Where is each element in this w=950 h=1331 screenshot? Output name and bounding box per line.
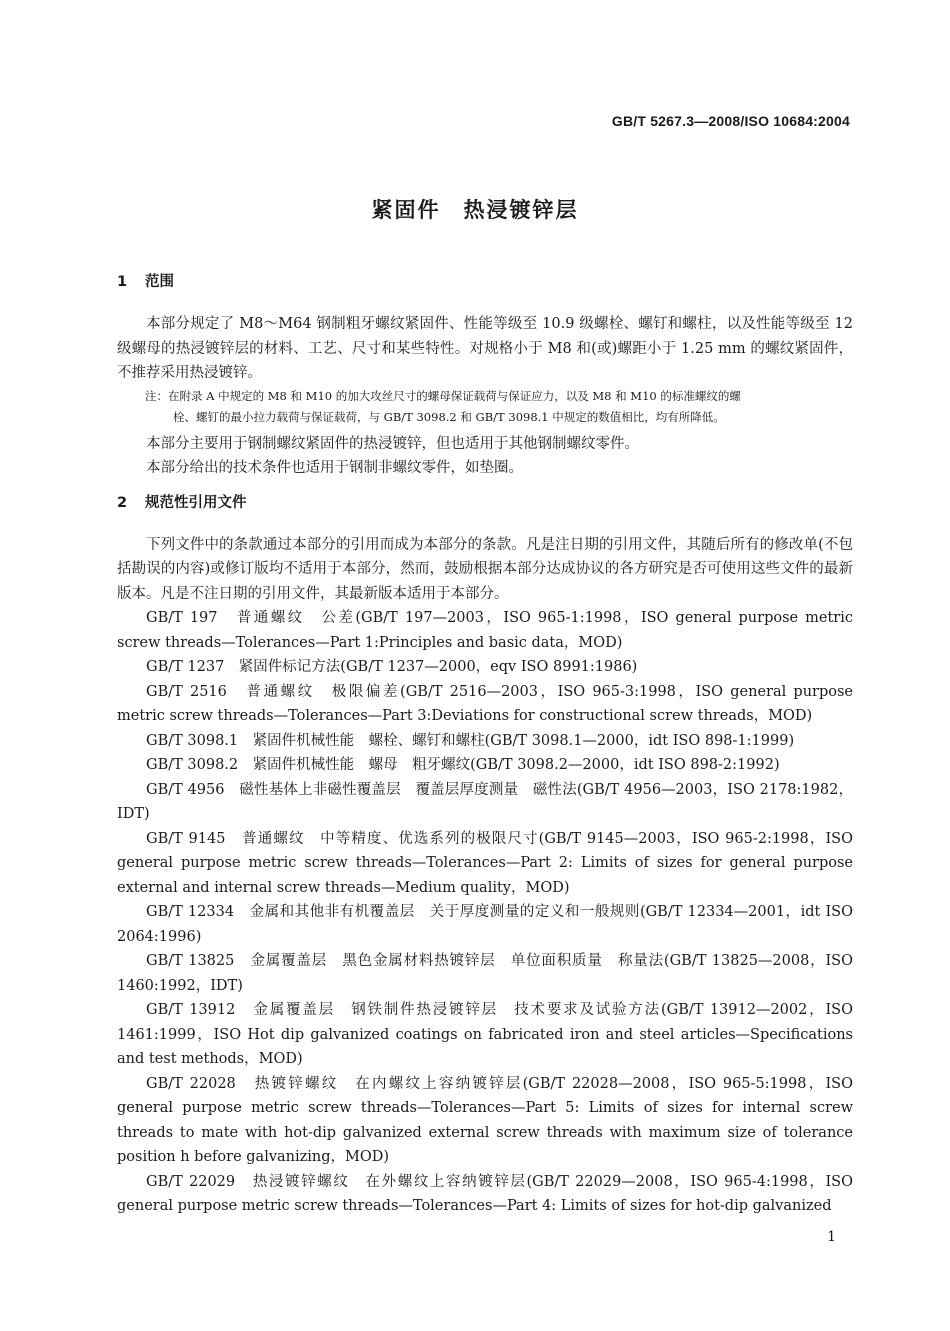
reference-entry: GB/T 4956 磁性基体上非磁性覆盖层 覆盖层厚度测量 磁性法(GB/T 4956—2003，ISO 2178:1982，IDT) bbox=[117, 781, 853, 822]
reference-entry: GB/T 2516 普通螺纹 极限偏差(GB/T 2516—2003，ISO 965-3:1998，ISO general purpose metric screw threads—Tolerances—Part 3:Deviations for constructional screw threads，MOD) bbox=[117, 683, 853, 724]
references-intro: 下列文件中的条款通过本部分的引用而成为本部分的条款。凡是注日期的引用文件，其随后所有的修改单(不包括勘误的内容)或修订版均不适用于本部分，然而，鼓励根据本部分达成协议的各方研究是否可使用这些文件的最新版本。凡是不注日期的引用文件，其最新版本适用于本部分。 bbox=[117, 536, 853, 602]
document-title: 紧固件 热浸镀锌层 bbox=[371, 198, 579, 222]
section-2-heading bbox=[117, 491, 853, 515]
section-2-title: 规范性引用文件 bbox=[145, 494, 247, 511]
section-1-title: 范围 bbox=[145, 274, 174, 290]
page-number: 1 bbox=[827, 1229, 836, 1245]
section-1-number: 1 bbox=[117, 274, 128, 290]
scope-paragraph-3: 本部分给出的技术条件也适用于钢制非螺纹零件，如垫圈。 bbox=[146, 460, 523, 476]
reference-entry: GB/T 197 普通螺纹 公差(GB/T 197—2003，ISO 965-1:1998，ISO general purpose metric screw threads—Tolerances—Part 1:Principles and basic data，MOD) bbox=[117, 610, 853, 651]
reference-entry: GB/T 3098.1 紧固件机械性能 螺栓、螺钉和螺柱(GB/T 3098.1—2000，idt ISO 898-1:1999) bbox=[146, 732, 795, 749]
reference-entry: GB/T 12334 金属和其他非有机覆盖层 关于厚度测量的定义和一般规则(GB/T 12334—2001，idt ISO 2064:1996) bbox=[117, 904, 853, 945]
reference-entry: GB/T 13825 金属覆盖层 黑色金属材料热镀锌层 单位面积质量 称量法(GB/T 13825—2008，ISO 1460:1992，IDT) bbox=[117, 953, 853, 994]
scope-note-line-2: 栓、螺钉的最小拉力载荷与保证载荷，与 GB/T 3098.2 和 GB/T 3098.1 中规定的数值相比，均有所降低。 bbox=[173, 409, 725, 424]
reference-entry: GB/T 1237 紧固件标记方法(GB/T 1237—2000，eqv ISO 8991:1986) bbox=[146, 659, 638, 675]
reference-entry: GB/T 13912 金属覆盖层 钢铁制件热浸镀锌层 技术要求及试验方法(GB/T 13912—2002，ISO 1461:1999，ISO Hot dip galvanized coatings on fabricated iron and steel articles—Specifications and test methods，MOD) bbox=[117, 1002, 853, 1067]
reference-entry: GB/T 3098.2 紧固件机械性能 螺母 粗牙螺纹(GB/T 3098.2—2000，idt ISO 898-2:1992) bbox=[146, 757, 780, 773]
section-2-number: 2 bbox=[117, 494, 128, 511]
reference-entry: GB/T 22028 热镀锌螺纹 在内螺纹上容纳镀锌层(GB/T 22028—2008，ISO 965-5:1998，ISO general purpose metric screw threads—Tolerances—Part 5: Limits of sizes for internal screw threads to mate with hot-dip galvanized external screw threads with maximum size of tolerance position h before galvanizing，MOD) bbox=[117, 1075, 853, 1165]
scope-note bbox=[117, 386, 853, 428]
reference-entry: GB/T 22029 热浸镀锌螺纹 在外螺纹上容纳镀锌层(GB/T 22029—2008，ISO 965-4:1998，ISO general purpose metric screw threads—Tolerances—Part 4: Limits of sizes for hot-dip galvanized bbox=[117, 1173, 853, 1214]
scope-paragraph-2: 本部分主要用于钢制螺纹紧固件的热浸镀锌，但也适用于其他钢制螺纹零件。 bbox=[146, 435, 639, 452]
scope-paragraph-1: 本部分规定了 M8～M64 钢制粗牙螺纹紧固件、性能等级至 10.9 级螺栓、螺钉和螺柱，以及性能等级至 12 级螺母的热浸镀锌层的材料、工艺、尺寸和某些特性。对规格小于 M8 和(或)螺距小于 1.25 mm 的螺纹紧固件，不推荐采用热浸镀锌。 bbox=[117, 316, 853, 381]
document-body bbox=[117, 270, 853, 1219]
scope-note-line-1: 注：在附录 A 中规定的 M8 和 M10 的加大攻丝尺寸的螺母保证载荷与保证应力，以及 M8 和 M10 的标准螺纹的螺 bbox=[145, 388, 741, 403]
reference-entry: GB/T 9145 普通螺纹 中等精度、优选系列的极限尺寸(GB/T 9145—2003，ISO 965-2:1998，ISO general purpose metric screw threads—Tolerances—Part 2: Limits of sizes for general purpose external and internal screw threads—Medium quality，MOD) bbox=[117, 830, 853, 896]
section-1-heading bbox=[117, 270, 853, 294]
standard-code-header: GB/T 5267.3—2008/ISO 10684:2004 bbox=[611, 113, 850, 129]
